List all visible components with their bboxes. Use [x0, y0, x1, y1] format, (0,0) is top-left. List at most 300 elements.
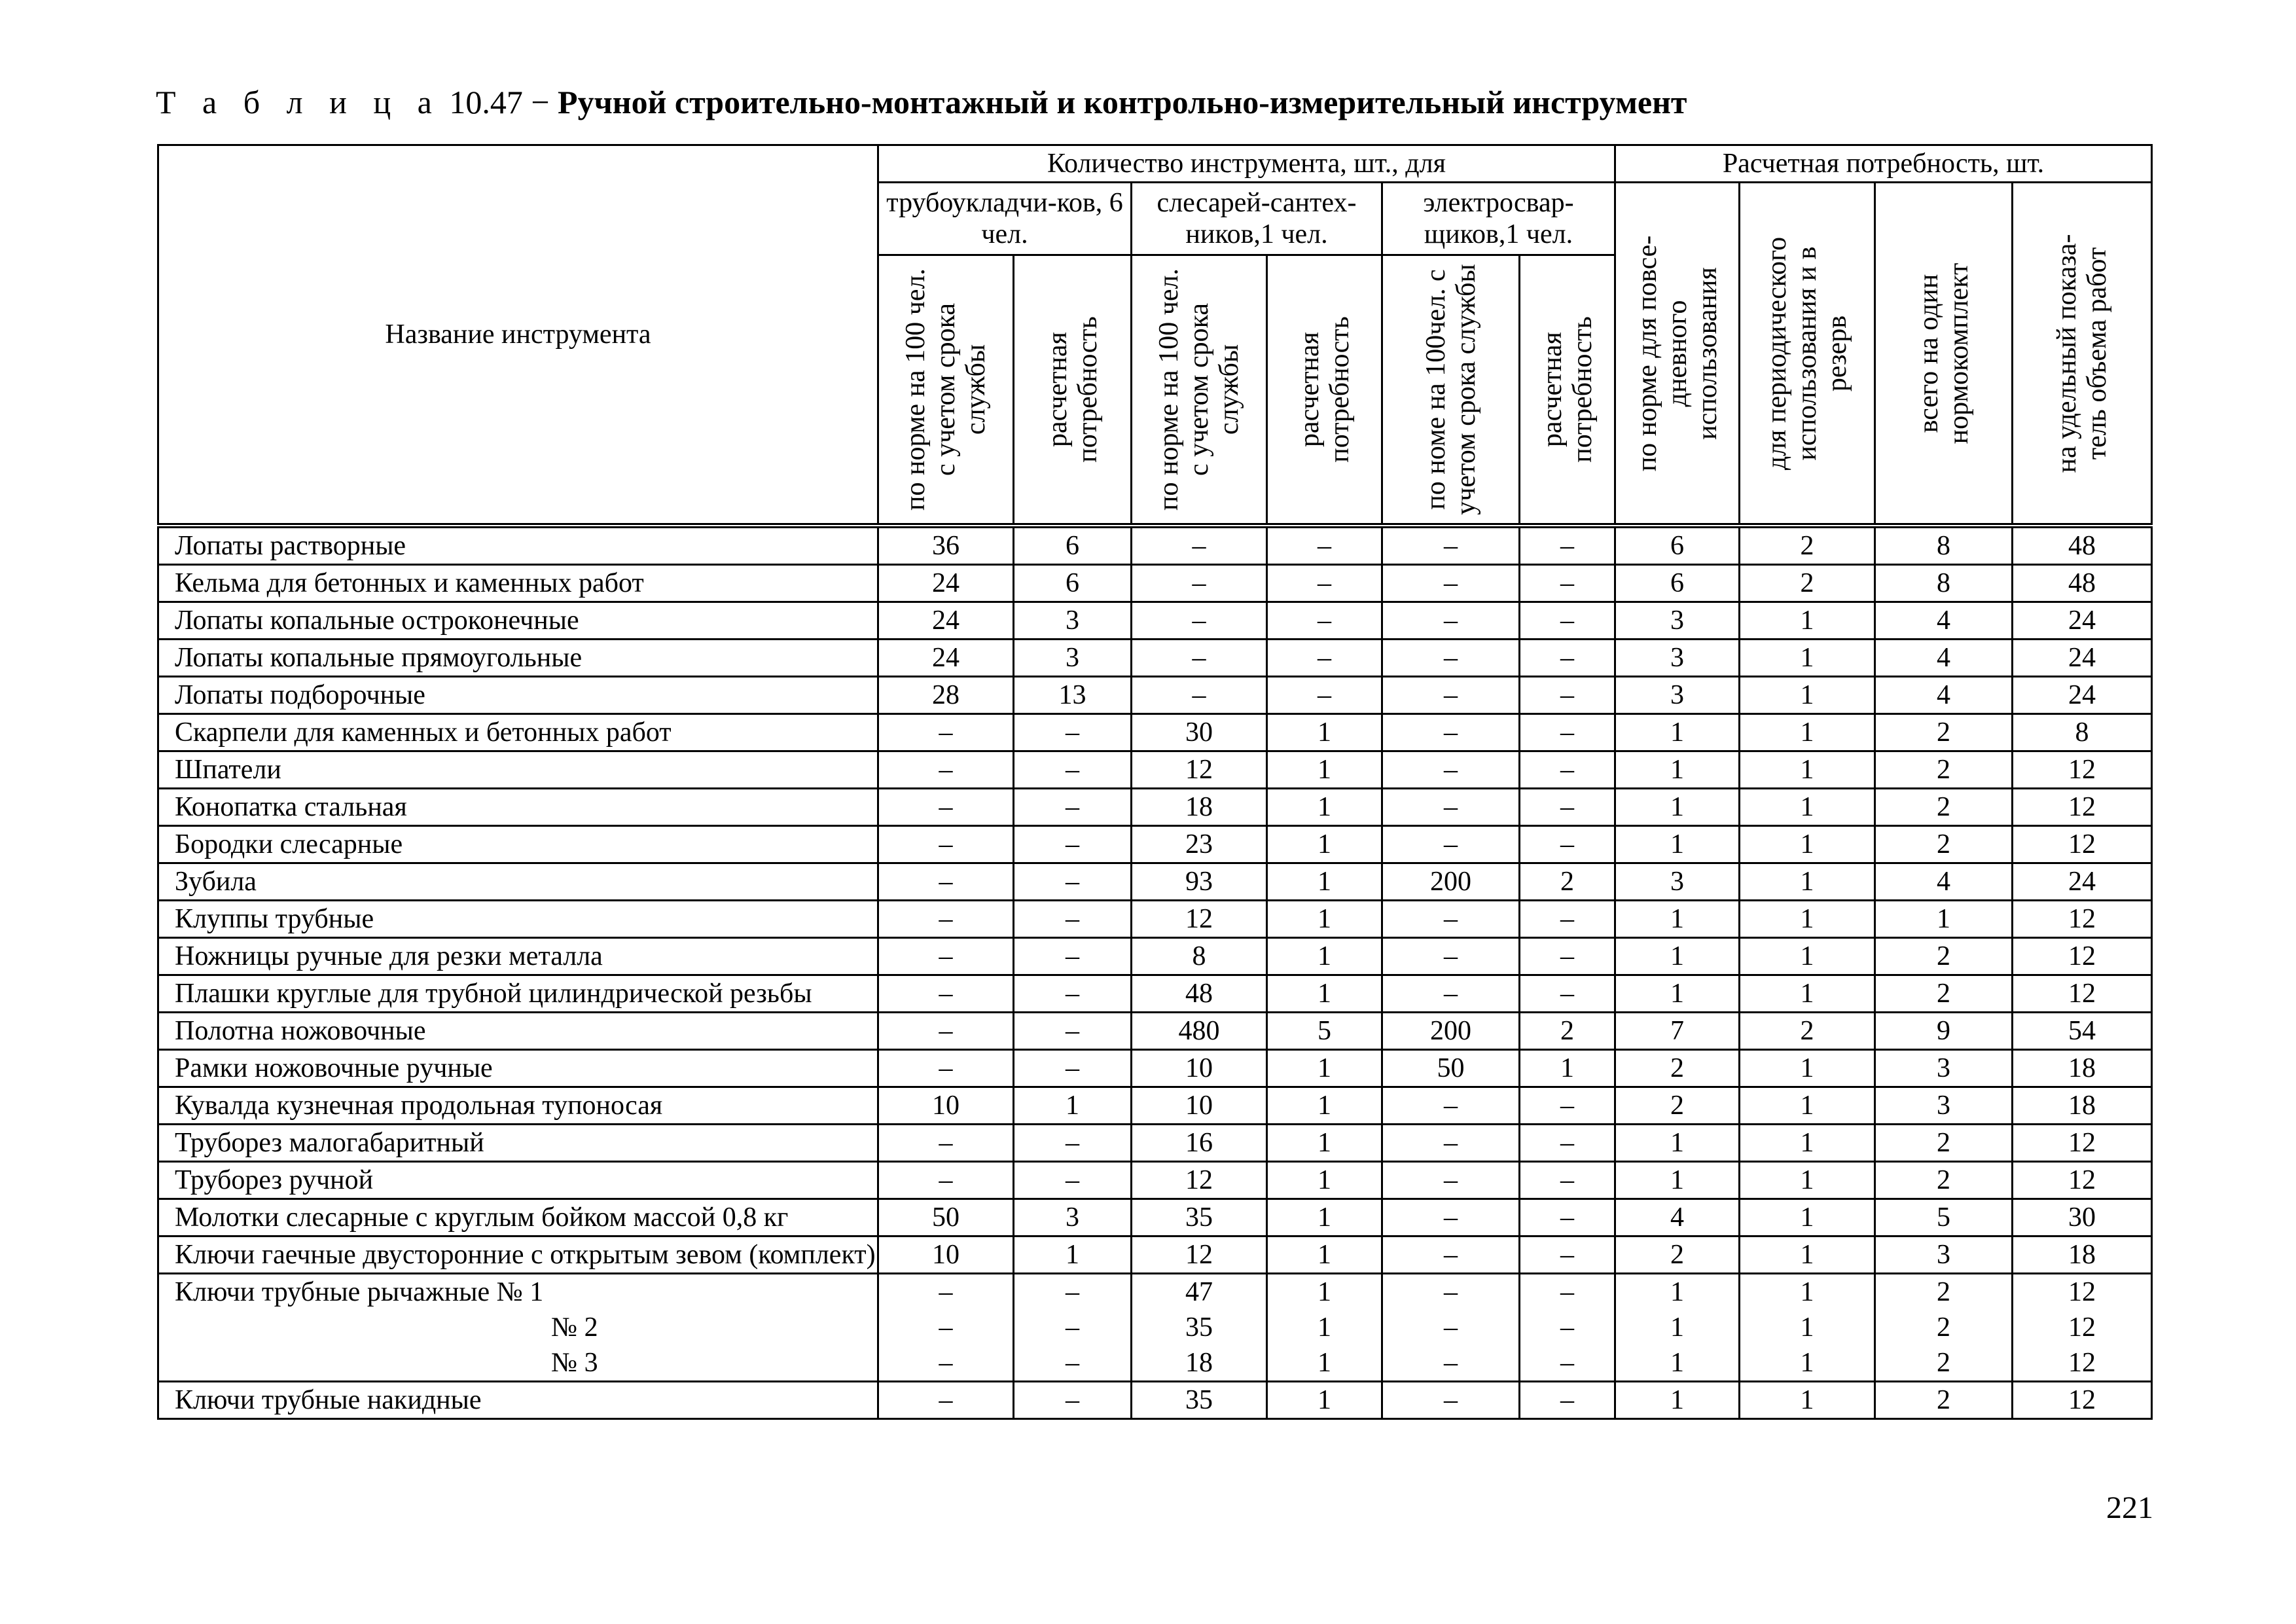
value-cell: 12: [1132, 901, 1267, 938]
value-cell: 1: [1014, 1087, 1132, 1125]
value-subcell: –: [1066, 1277, 1079, 1307]
value-cell: 200: [1382, 1013, 1520, 1050]
header-pipelayers-text: трубоукладчи-ков, 6 чел.: [886, 188, 1123, 249]
tool-name: Труборез малогабаритный: [158, 1125, 878, 1162]
value-cell: 8: [1875, 565, 2013, 602]
value-cell: 24: [878, 640, 1014, 677]
value-cell: 1: [1740, 863, 1875, 901]
value-cell: 1: [1615, 1125, 1740, 1162]
table-row: [158, 1162, 2152, 1199]
value-cell: 2: [1615, 1087, 1740, 1125]
header-welders-calc-text: расчетная потребность: [1537, 316, 1598, 463]
value-cell: –: [1520, 1236, 1615, 1274]
value-cell: –: [1382, 565, 1520, 602]
value-cell: –: [1132, 677, 1267, 714]
value-cell: 2: [1875, 714, 2013, 751]
value-cell: [2013, 1274, 2152, 1382]
value-cell: 1: [1615, 826, 1740, 863]
table-row: [158, 1199, 2152, 1236]
value-cell: –: [1132, 526, 1267, 565]
value-cell: –: [1520, 714, 1615, 751]
pipe-key-label-line: [175, 1274, 877, 1310]
value-cell: –: [878, 1162, 1014, 1199]
value-cell: 1: [1740, 677, 1875, 714]
value-cell: –: [1014, 901, 1132, 938]
value-subcell: –: [939, 1348, 953, 1378]
header-pipelayers-calc-text: расчетная потребность: [1042, 316, 1103, 463]
header-periodic-text: для периодического использования и в резерв: [1762, 236, 1852, 470]
value-cell: [1267, 1274, 1382, 1382]
tool-name: Полотна ножовочные: [158, 1013, 878, 1050]
value-subcell: 1: [1670, 1348, 1684, 1378]
value-cell: 2: [1875, 1162, 2013, 1199]
header-welders-text: электросвар-щиков,1 чел.: [1423, 188, 1574, 249]
table-row: [158, 1236, 2152, 1274]
value-cell: –: [878, 1125, 1014, 1162]
table-row: [158, 863, 2152, 901]
value-cell: 3: [1615, 863, 1740, 901]
value-cell: 1: [1615, 975, 1740, 1013]
value-cell: 8: [2013, 714, 2152, 751]
header-pipelayers-norm-text: по норме на 100 чел. с учетом срока службы: [901, 268, 991, 511]
value-cell: 12: [2013, 975, 2152, 1013]
value-cell: 35: [1132, 1199, 1267, 1236]
value-cell: 1: [1267, 826, 1382, 863]
value-cell: –: [878, 826, 1014, 863]
value-cell: 4: [1875, 677, 2013, 714]
value-cell: 1: [1615, 901, 1740, 938]
value-cell: 23: [1132, 826, 1267, 863]
value-cell: 1: [1615, 1382, 1740, 1419]
value-cell: 3: [1615, 640, 1740, 677]
value-cell: 10: [878, 1087, 1014, 1125]
value-cell: –: [1382, 751, 1520, 789]
value-cell: 1: [1267, 938, 1382, 975]
header-welders-norm: [1382, 255, 1520, 526]
value-cell: –: [1520, 1199, 1615, 1236]
value-cell: 2: [1875, 975, 2013, 1013]
value-cell: –: [1382, 640, 1520, 677]
value-cell: 3: [1875, 1236, 2013, 1274]
value-cell: –: [1520, 826, 1615, 863]
table-row: [158, 1382, 2152, 1419]
value-subcell: 18: [1185, 1348, 1213, 1378]
value-cell: –: [1382, 526, 1520, 565]
tool-name: Лопаты растворные: [158, 526, 878, 565]
value-cell: 6: [1014, 565, 1132, 602]
value-cell: 2: [1740, 1013, 1875, 1050]
value-cell: 12: [2013, 1125, 2152, 1162]
value-cell: [1520, 1274, 1615, 1382]
value-cell: 4: [1875, 863, 2013, 901]
tool-name: Рамки ножовочные ручные: [158, 1050, 878, 1087]
table-row: [158, 602, 2152, 640]
value-cell: –: [878, 938, 1014, 975]
pipe-key-size: № 2: [551, 1312, 598, 1343]
value-cell: 3: [1014, 602, 1132, 640]
value-cell: 1: [1740, 1087, 1875, 1125]
value-cell: [1875, 1274, 2013, 1382]
value-cell: 3: [1875, 1050, 2013, 1087]
value-subcell: 1: [1318, 1348, 1331, 1378]
value-cell: 54: [2013, 1013, 2152, 1050]
value-cell: 1: [1267, 863, 1382, 901]
value-subcell: –: [1444, 1277, 1458, 1307]
value-cell: 24: [2013, 863, 2152, 901]
value-cell: –: [1382, 826, 1520, 863]
tool-name: Труборез ручной: [158, 1162, 878, 1199]
value-cell: –: [1014, 1013, 1132, 1050]
value-cell: 30: [1132, 714, 1267, 751]
value-cell: 12: [1132, 1236, 1267, 1274]
value-cell: –: [1014, 863, 1132, 901]
value-subcell: 47: [1185, 1277, 1213, 1307]
tool-name: Лопаты копальные остроконечные: [158, 602, 878, 640]
value-subcell: 2: [1937, 1312, 1950, 1343]
pipe-key-size: № 3: [551, 1348, 598, 1378]
pipe-key-name: Ключи трубные рычажные: [175, 1277, 490, 1307]
tool-name: Плашки круглые для трубной цилиндрической резьбы: [158, 975, 878, 1013]
value-cell: –: [878, 789, 1014, 826]
table-row: [158, 938, 2152, 975]
value-cell: 1: [1875, 901, 2013, 938]
value-cell: [1740, 1274, 1875, 1382]
value-cell: –: [1520, 565, 1615, 602]
table-title-text: Ручной строительно-монтажный и контрольно-измерительный инструмент: [558, 84, 1687, 120]
value-subcell: 1: [1318, 1277, 1331, 1307]
value-cell: –: [1520, 789, 1615, 826]
value-cell: –: [878, 751, 1014, 789]
value-cell: 18: [2013, 1087, 2152, 1125]
value-subcell: 35: [1185, 1312, 1213, 1343]
table-body: [158, 526, 2152, 1419]
value-subcell: 1: [1800, 1312, 1814, 1343]
value-cell: –: [1132, 640, 1267, 677]
value-cell: –: [1520, 1382, 1615, 1419]
value-cell: 36: [878, 526, 1014, 565]
header-pipelayers: [878, 183, 1132, 255]
value-cell: 93: [1132, 863, 1267, 901]
value-cell: 1: [1615, 714, 1740, 751]
value-cell: 2: [1875, 1382, 2013, 1419]
tools-table: [157, 144, 2153, 1420]
value-cell: –: [1520, 901, 1615, 938]
value-cell: 1: [1267, 789, 1382, 826]
value-cell: 4: [1875, 640, 2013, 677]
value-cell: 2: [1875, 1125, 2013, 1162]
value-cell: 1: [1267, 714, 1382, 751]
value-cell: –: [1520, 526, 1615, 565]
value-cell: 50: [878, 1199, 1014, 1236]
tool-name: Лопаты подборочные: [158, 677, 878, 714]
value-cell: –: [1267, 526, 1382, 565]
value-cell: 10: [1132, 1050, 1267, 1087]
value-cell: 2: [1520, 1013, 1615, 1050]
value-cell: –: [1520, 975, 1615, 1013]
value-cell: –: [1382, 1236, 1520, 1274]
tool-name: Молотки слесарные с круглым бойком массой 0,8 кг: [158, 1199, 878, 1236]
value-cell: 3: [1615, 677, 1740, 714]
value-cell: [1615, 1274, 1740, 1382]
value-subcell: –: [1560, 1348, 1574, 1378]
value-cell: –: [1382, 789, 1520, 826]
value-cell: 2: [1875, 826, 2013, 863]
value-subcell: 12: [2068, 1277, 2096, 1307]
header-plumbers-text: слесарей-сантех-ников,1 чел.: [1157, 188, 1357, 249]
value-cell: 12: [2013, 789, 2152, 826]
value-cell: –: [1520, 1087, 1615, 1125]
value-cell: 1: [1740, 1162, 1875, 1199]
value-cell: 1: [1740, 602, 1875, 640]
value-subcell: 1: [1800, 1277, 1814, 1307]
value-subcell: –: [1444, 1348, 1458, 1378]
value-cell: 1: [1740, 751, 1875, 789]
value-cell: 2: [1875, 789, 2013, 826]
value-cell: –: [878, 975, 1014, 1013]
value-cell: –: [878, 863, 1014, 901]
header-pipelayers-calc: [1014, 255, 1132, 526]
table-title-number: 10.47 −: [449, 84, 550, 120]
header-demand-group: Расчетная потребность, шт.: [1615, 145, 2152, 183]
header-name: Название инструмента: [158, 145, 878, 526]
value-cell: [1014, 1274, 1132, 1382]
value-cell: –: [878, 1013, 1014, 1050]
value-subcell: 12: [2068, 1348, 2096, 1378]
value-cell: 3: [1014, 1199, 1132, 1236]
value-cell: 35: [1132, 1382, 1267, 1419]
value-cell: –: [1382, 1125, 1520, 1162]
value-cell: –: [1382, 1382, 1520, 1419]
value-cell: 18: [1132, 789, 1267, 826]
value-cell: –: [1014, 826, 1132, 863]
value-cell: 2: [1520, 863, 1615, 901]
header-total-text: всего на один нормокомплект: [1913, 262, 1974, 444]
value-cell: 1: [1740, 1382, 1875, 1419]
value-cell: –: [878, 1382, 1014, 1419]
value-cell: –: [1382, 1199, 1520, 1236]
value-subcell: 1: [1800, 1348, 1814, 1378]
value-cell: 3: [1875, 1087, 2013, 1125]
tool-name: [158, 1274, 878, 1382]
value-cell: –: [1267, 640, 1382, 677]
table-row: [158, 789, 2152, 826]
value-cell: 2: [1615, 1236, 1740, 1274]
value-cell: –: [1520, 751, 1615, 789]
value-cell: 2: [1875, 938, 2013, 975]
value-cell: 1: [1615, 751, 1740, 789]
value-cell: 1: [1014, 1236, 1132, 1274]
value-cell: –: [1520, 938, 1615, 975]
value-cell: 2: [1875, 751, 2013, 789]
value-cell: –: [1382, 1162, 1520, 1199]
value-subcell: 12: [2068, 1312, 2096, 1343]
header-daily-text: по норме для повсе-дневного использования: [1632, 235, 1723, 471]
value-cell: 1: [1740, 975, 1875, 1013]
value-cell: 1: [1740, 1125, 1875, 1162]
tool-name: Клуппы трубные: [158, 901, 878, 938]
value-cell: 1: [1267, 1162, 1382, 1199]
value-subcell: –: [939, 1312, 953, 1343]
value-cell: 24: [2013, 640, 2152, 677]
value-cell: –: [1267, 677, 1382, 714]
value-cell: –: [1382, 938, 1520, 975]
value-cell: 1: [1615, 789, 1740, 826]
value-cell: 1: [1267, 1199, 1382, 1236]
value-cell: 1: [1740, 938, 1875, 975]
value-subcell: 1: [1670, 1277, 1684, 1307]
header-welders-calc: [1520, 255, 1615, 526]
value-cell: –: [1014, 751, 1132, 789]
tool-name: Бородки слесарные: [158, 826, 878, 863]
value-cell: –: [1014, 714, 1132, 751]
value-cell: 1: [1267, 1125, 1382, 1162]
value-subcell: –: [939, 1277, 953, 1307]
value-cell: –: [1382, 1087, 1520, 1125]
header-pipelayers-norm: [878, 255, 1014, 526]
value-cell: 1: [1615, 1162, 1740, 1199]
value-cell: –: [1014, 1050, 1132, 1087]
value-cell: –: [1382, 677, 1520, 714]
value-cell: 12: [2013, 901, 2152, 938]
value-cell: 48: [1132, 975, 1267, 1013]
pipe-key-size: № 1: [496, 1277, 544, 1307]
header-welders-norm-text: по номе на 100чел. с учетом срока службы: [1420, 264, 1481, 515]
value-cell: 2: [1615, 1050, 1740, 1087]
tool-name: Конопатка стальная: [158, 789, 878, 826]
table-title: [156, 77, 2185, 127]
value-cell: –: [1014, 938, 1132, 975]
table-row: [158, 975, 2152, 1013]
value-cell: 12: [2013, 1382, 2152, 1419]
table-row: [158, 751, 2152, 789]
tool-name: Шпатели: [158, 751, 878, 789]
value-cell: 50: [1382, 1050, 1520, 1087]
value-subcell: –: [1066, 1312, 1079, 1343]
value-cell: [878, 1274, 1014, 1382]
value-cell: 16: [1132, 1125, 1267, 1162]
value-cell: 1: [1267, 975, 1382, 1013]
value-cell: –: [1267, 602, 1382, 640]
value-subcell: 2: [1937, 1277, 1950, 1307]
table-row: [158, 714, 2152, 751]
header-specific-text: на удельный показа-тель объема работ: [2052, 234, 2112, 473]
value-cell: 1: [1267, 751, 1382, 789]
value-cell: 28: [878, 677, 1014, 714]
value-cell: –: [1520, 640, 1615, 677]
value-cell: –: [1382, 901, 1520, 938]
table-row: [158, 1087, 2152, 1125]
value-cell: 3: [1615, 602, 1740, 640]
tool-name: Ключи гаечные двусторонние с открытым зевом (комплект): [158, 1236, 878, 1274]
value-cell: 5: [1875, 1199, 2013, 1236]
tool-name: Кувалда кузнечная продольная тупоносая: [158, 1087, 878, 1125]
value-cell: 13: [1014, 677, 1132, 714]
table-row: [158, 901, 2152, 938]
value-cell: –: [1267, 565, 1382, 602]
value-cell: 12: [2013, 938, 2152, 975]
value-subcell: –: [1444, 1312, 1458, 1343]
table-row-pipe-keys: [158, 1274, 2152, 1382]
tool-name: Ключи трубные накидные: [158, 1382, 878, 1419]
value-cell: 1: [1740, 901, 1875, 938]
value-cell: 1: [1740, 1236, 1875, 1274]
value-subcell: –: [1066, 1348, 1079, 1378]
value-cell: –: [1132, 602, 1267, 640]
value-cell: 6: [1615, 565, 1740, 602]
value-cell: 6: [1615, 526, 1740, 565]
value-cell: –: [1382, 975, 1520, 1013]
value-cell: 1: [1615, 938, 1740, 975]
tool-name: Зубила: [158, 863, 878, 901]
value-cell: 1: [1740, 826, 1875, 863]
pipe-key-label-line: [175, 1310, 877, 1345]
value-cell: 10: [878, 1236, 1014, 1274]
table-row: [158, 677, 2152, 714]
value-cell: 24: [878, 565, 1014, 602]
table-row: [158, 1013, 2152, 1050]
value-cell: 48: [2013, 565, 2152, 602]
table-row: [158, 640, 2152, 677]
header-plumbers-norm: [1132, 255, 1267, 526]
value-cell: [1382, 1274, 1520, 1382]
value-subcell: 1: [1318, 1312, 1331, 1343]
value-cell: 7: [1615, 1013, 1740, 1050]
value-cell: 12: [2013, 751, 2152, 789]
value-cell: 12: [2013, 1162, 2152, 1199]
value-cell: 480: [1132, 1013, 1267, 1050]
value-cell: 12: [2013, 826, 2152, 863]
value-subcell: 1: [1670, 1312, 1684, 1343]
tool-name: Лопаты копальные прямоугольные: [158, 640, 878, 677]
value-cell: 4: [1615, 1199, 1740, 1236]
value-cell: 5: [1267, 1013, 1382, 1050]
value-cell: 1: [1740, 1199, 1875, 1236]
value-cell: –: [1014, 1162, 1132, 1199]
value-cell: 3: [1014, 640, 1132, 677]
value-cell: 12: [1132, 1162, 1267, 1199]
value-cell: 1: [1267, 1382, 1382, 1419]
value-cell: 24: [2013, 677, 2152, 714]
page-number: 221: [2106, 1490, 2153, 1525]
value-cell: 1: [1267, 1236, 1382, 1274]
value-cell: –: [878, 714, 1014, 751]
value-cell: 18: [2013, 1050, 2152, 1087]
value-cell: –: [878, 1050, 1014, 1087]
value-cell: 4: [1875, 602, 2013, 640]
value-cell: 24: [2013, 602, 2152, 640]
value-cell: 30: [2013, 1199, 2152, 1236]
value-cell: 1: [1740, 789, 1875, 826]
value-cell: –: [1520, 602, 1615, 640]
value-cell: [1132, 1274, 1267, 1382]
header-specific: [2013, 183, 2152, 526]
value-cell: –: [1520, 677, 1615, 714]
value-cell: 1: [1740, 714, 1875, 751]
value-cell: 1: [1740, 640, 1875, 677]
value-cell: –: [1132, 565, 1267, 602]
value-cell: 24: [878, 602, 1014, 640]
pipe-key-label-line: [175, 1345, 877, 1380]
value-cell: 1: [1267, 1087, 1382, 1125]
header-plumbers-calc: [1267, 255, 1382, 526]
header-quantity-group: Количество инструмента, шт., для: [878, 145, 1615, 183]
table-title-label: Т а б л и ц а: [156, 84, 441, 120]
value-cell: 2: [1740, 526, 1875, 565]
tool-name: Ножницы ручные для резки металла: [158, 938, 878, 975]
header-total: [1875, 183, 2013, 526]
value-subcell: –: [1560, 1277, 1574, 1307]
header-welders: [1382, 183, 1615, 255]
